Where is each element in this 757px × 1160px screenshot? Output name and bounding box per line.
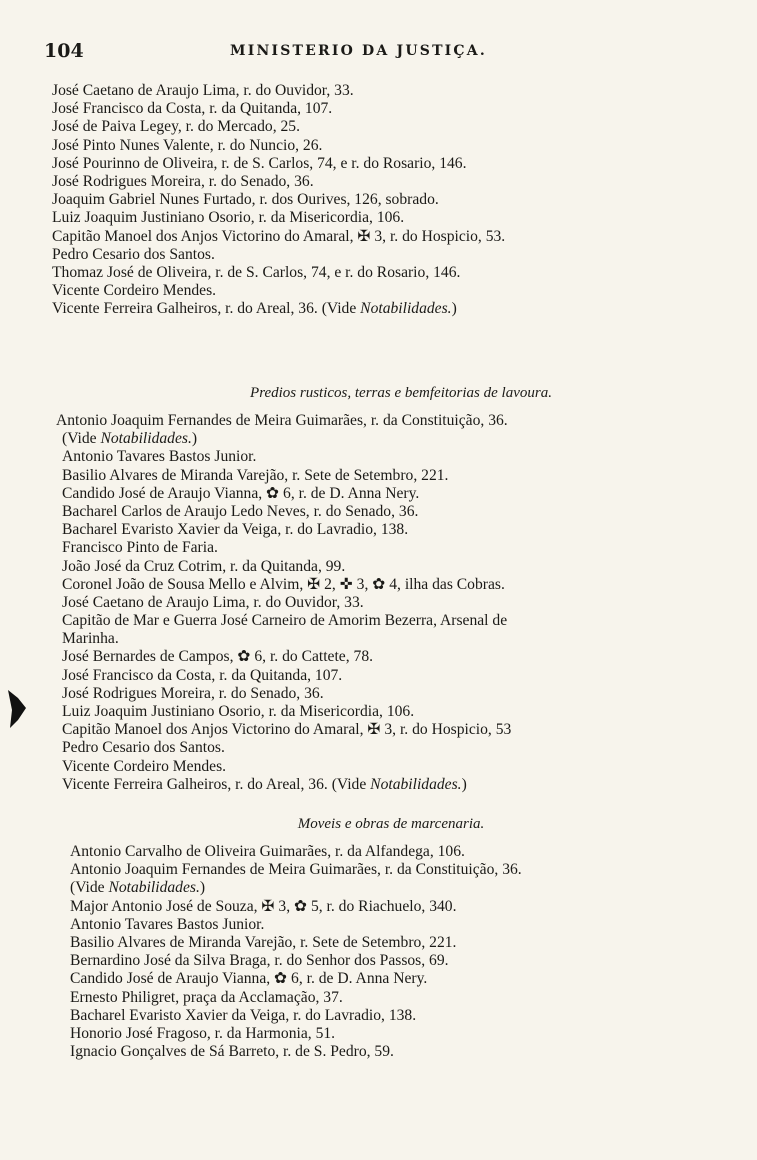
list-item: Antonio Tavares Bastos Junior. xyxy=(70,915,265,933)
list-item: Thomaz José de Oliveira, r. de S. Carlos, 74, e r. do Rosario, 146. xyxy=(52,263,461,281)
entry-text: (Vide xyxy=(70,879,109,897)
list-item: Ernesto Philigret, praça da Acclamação, 37. xyxy=(70,988,343,1006)
vide-reference: Notabilidades. xyxy=(100,430,192,448)
list-item: Luiz Joaquim Justiniano Osorio, r. da Misericordia, 106. xyxy=(62,703,415,720)
list-item: José Caetano de Araujo Lima, r. do Ouvidor, 33. xyxy=(62,593,364,611)
list-item: Pedro Cesario dos Santos. xyxy=(62,739,225,757)
list-item: Luiz Joaquim Justiniano Osorio, r. da Misericordia, 106. xyxy=(52,209,405,227)
running-title: MINISTERIO DA JUSTIÇA. xyxy=(230,43,487,59)
list-item: José Rodrigues Moreira, r. do Senado, 36. xyxy=(52,172,314,190)
margin-ink-mark xyxy=(6,688,28,730)
list-item: José Bernardes de Campos, ✿ 6, r. do Cattete, 78. xyxy=(62,648,374,666)
list-item: José Francisco da Costa, r. da Quitanda, 107. xyxy=(52,100,333,118)
list-item-continuation xyxy=(66,879,716,897)
page-header xyxy=(44,40,684,66)
list-item: Francisco Pinto de Faria. xyxy=(62,539,218,557)
entry-text: ) xyxy=(461,775,467,793)
entry-list xyxy=(56,412,746,794)
list-item: Capitão Manoel dos Anjos Victorino do Amaral, ✠ 3, r. do Hospicio, 53. xyxy=(52,227,506,245)
section-heading: Predios rusticos, terras e bemfeitorias de lavoura. xyxy=(250,385,552,401)
section-heading: Moveis e obras de marcenaria. xyxy=(297,816,485,832)
list-item: Ignacio Gonçalves de Sá Barreto, r. de S. Pedro, 59. xyxy=(70,1043,394,1061)
vide-reference: Notabilidades. xyxy=(108,879,200,897)
list-item: José Rodrigues Moreira, r. do Senado, 36. xyxy=(62,684,324,702)
list-item: Joaquim Gabriel Nunes Furtado, r. dos Ourives, 126, sobrado. xyxy=(52,191,439,209)
list-item: Antonio Joaquim Fernandes de Meira Guimarães, r. da Constituição, 36. xyxy=(56,412,508,429)
list-item xyxy=(56,776,746,794)
list-item: José Caetano de Araujo Lima, r. do Ouvidor, 33. xyxy=(52,82,354,99)
list-item: Basilio Alvares de Miranda Varejão, r. Sete de Setembro, 221. xyxy=(70,933,457,951)
entry-text: ) xyxy=(199,879,206,897)
list-item: Vicente Cordeiro Mendes. xyxy=(62,757,227,775)
list-item: Capitão Manoel dos Anjos Victorino do Amaral, ✠ 3, r. do Hospicio, 53 xyxy=(62,721,512,739)
entry-text: ) xyxy=(451,300,457,318)
list-item: Pedro Cesario dos Santos. xyxy=(52,245,215,263)
section-continued-list xyxy=(52,82,732,318)
list-item: Coronel João de Sousa Mello e Alvim, ✠ 2, ✜ 3, ✿ 4, ilha das Cobras. xyxy=(62,575,505,593)
list-item: Antonio Carvalho de Oliveira Guimarães, r. da Alfandega, 106. xyxy=(70,843,465,860)
entry-text: Vicente Ferreira Galheiros, r. do Areal, 36. (Vide xyxy=(62,775,371,793)
list-item xyxy=(52,300,732,318)
list-item: Bacharel Carlos de Araujo Ledo Neves, r. do Senado, 36. xyxy=(62,502,419,520)
vide-reference: Notabilidades. xyxy=(360,300,452,318)
section-furniture xyxy=(66,809,716,1061)
entry-text: Vicente Ferreira Galheiros, r. do Areal, 36. (Vide xyxy=(52,300,361,318)
list-item: Bacharel Evaristo Xavier da Veiga, r. do Lavradio, 138. xyxy=(70,1006,417,1024)
list-item: José Francisco da Costa, r. da Quitanda, 107. xyxy=(62,666,343,684)
entry-text: ) xyxy=(191,430,198,448)
list-item: Basilio Alvares de Miranda Varejão, r. Sete de Setembro, 221. xyxy=(62,466,449,484)
section-rural-properties xyxy=(56,378,746,794)
vide-reference: Notabilidades. xyxy=(370,775,462,793)
list-item: Bernardino José da Silva Braga, r. do Senhor dos Passos, 69. xyxy=(70,952,449,970)
list-item-continuation xyxy=(56,430,746,448)
entry-text: (Vide xyxy=(62,430,101,448)
entry-list xyxy=(66,843,716,1061)
list-item: Candido José de Araujo Vianna, ✿ 6, r. de D. Anna Nery. xyxy=(62,484,420,502)
list-item: Honorio José Fragoso, r. da Harmonia, 51. xyxy=(70,1024,336,1042)
list-item: Major Antonio José de Souza, ✠ 3, ✿ 5, r. do Riachuelo, 340. xyxy=(70,897,457,915)
list-item: Candido José de Araujo Vianna, ✿ 6, r. de D. Anna Nery. xyxy=(70,970,428,988)
page-number: 104 xyxy=(44,40,84,62)
list-item: José Pinto Nunes Valente, r. do Nuncio, 26. xyxy=(52,136,323,154)
list-item-continuation: Marinha. xyxy=(62,630,119,648)
list-item: João José da Cruz Cotrim, r. da Quitanda, 99. xyxy=(62,557,346,575)
list-item: Vicente Cordeiro Mendes. xyxy=(52,282,217,300)
list-item: Bacharel Evaristo Xavier da Veiga, r. do Lavradio, 138. xyxy=(62,521,409,539)
list-item: José Pourinno de Oliveira, r. de S. Carlos, 74, e r. do Rosario, 146. xyxy=(52,154,467,172)
list-item: Antonio Tavares Bastos Junior. xyxy=(62,448,257,466)
list-item: Antonio Joaquim Fernandes de Meira Guimarães, r. da Constituição, 36. xyxy=(70,861,522,879)
list-item: Capitão de Mar e Guerra José Carneiro de Amorim Bezerra, Arsenal de xyxy=(62,612,508,630)
list-item: José de Paiva Legey, r. do Mercado, 25. xyxy=(52,118,300,136)
